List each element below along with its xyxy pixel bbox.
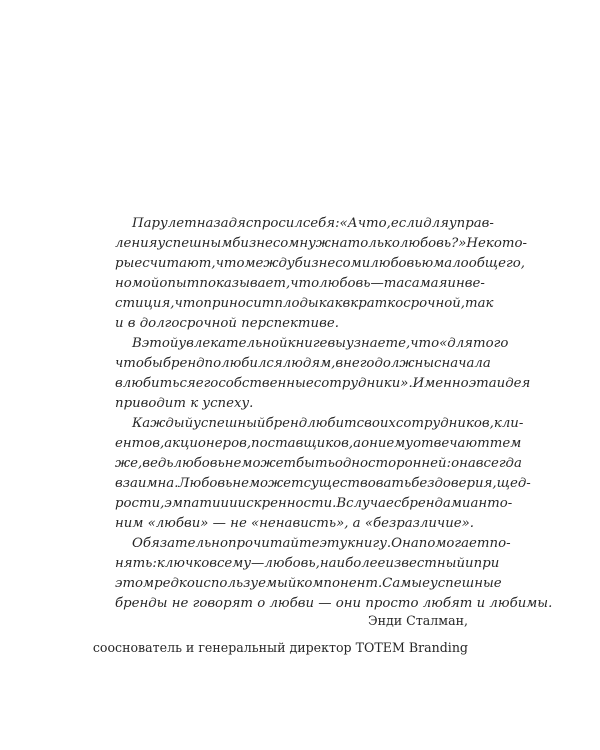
text-line: приводит к успеху. [115, 396, 254, 411]
text-line: ления успешным бизнесом нужна только любовь?» Некото- [115, 236, 527, 251]
text-line: бренды не говорят о любви — они просто любят и любимы. [115, 596, 553, 611]
text-line: рые считают, что между бизнесом и любовью мало общего, [115, 256, 525, 271]
text-line: Пару лет назад я спросил себя: «А что, если для управ- [132, 216, 494, 231]
paragraph [115, 214, 527, 334]
text-line: Каждый успешный бренд любит своих сотрудников, кли- [132, 416, 524, 431]
text-line: ентов, акционеров, поставщиков, а они ему отвечают тем [115, 436, 522, 451]
text-line: чтобы бренд полюбился людям, в него должны сначала [115, 356, 491, 371]
text-line: но мой опыт показывает, что любовь — та самая инве- [115, 276, 485, 291]
text-line: В этой увлекательной книге вы узнаете, что «для того [132, 336, 509, 351]
text-line: стиция, что приносит плоды как в краткосрочной, так [115, 296, 494, 311]
signature-name: Энди Сталман, [368, 613, 468, 628]
text-line: нять: ключ ко всему — любовь, наиболее известный и при [115, 556, 500, 571]
text-line: взаимна. Любовь не может существовать без доверия, щед- [115, 476, 531, 491]
text-line: Обязательно прочитайте эту книгу. Она помогает по- [132, 536, 511, 551]
paragraph [115, 534, 553, 614]
text-line: же, ведь любовь не может быть односторонней: она всегда [115, 456, 522, 471]
paragraph [115, 414, 531, 534]
signature-role: сооснователь и генеральный директор TOTEM Branding [92, 640, 468, 655]
text-line: влюбиться его собственные сотрудники». Именно эта идея [115, 376, 531, 391]
text-line: и в долгосрочной перспективе. [115, 316, 339, 331]
text-line: рости, эмпатии и искренности. В случае с брендами анто- [115, 496, 513, 511]
foreword-text [115, 214, 553, 614]
text-line: этом редко используемый компонент. Самые успешные [115, 576, 502, 591]
paragraph [115, 334, 531, 414]
text-line: ним «любви» — не «ненависть», а «безразличие». [115, 516, 474, 531]
